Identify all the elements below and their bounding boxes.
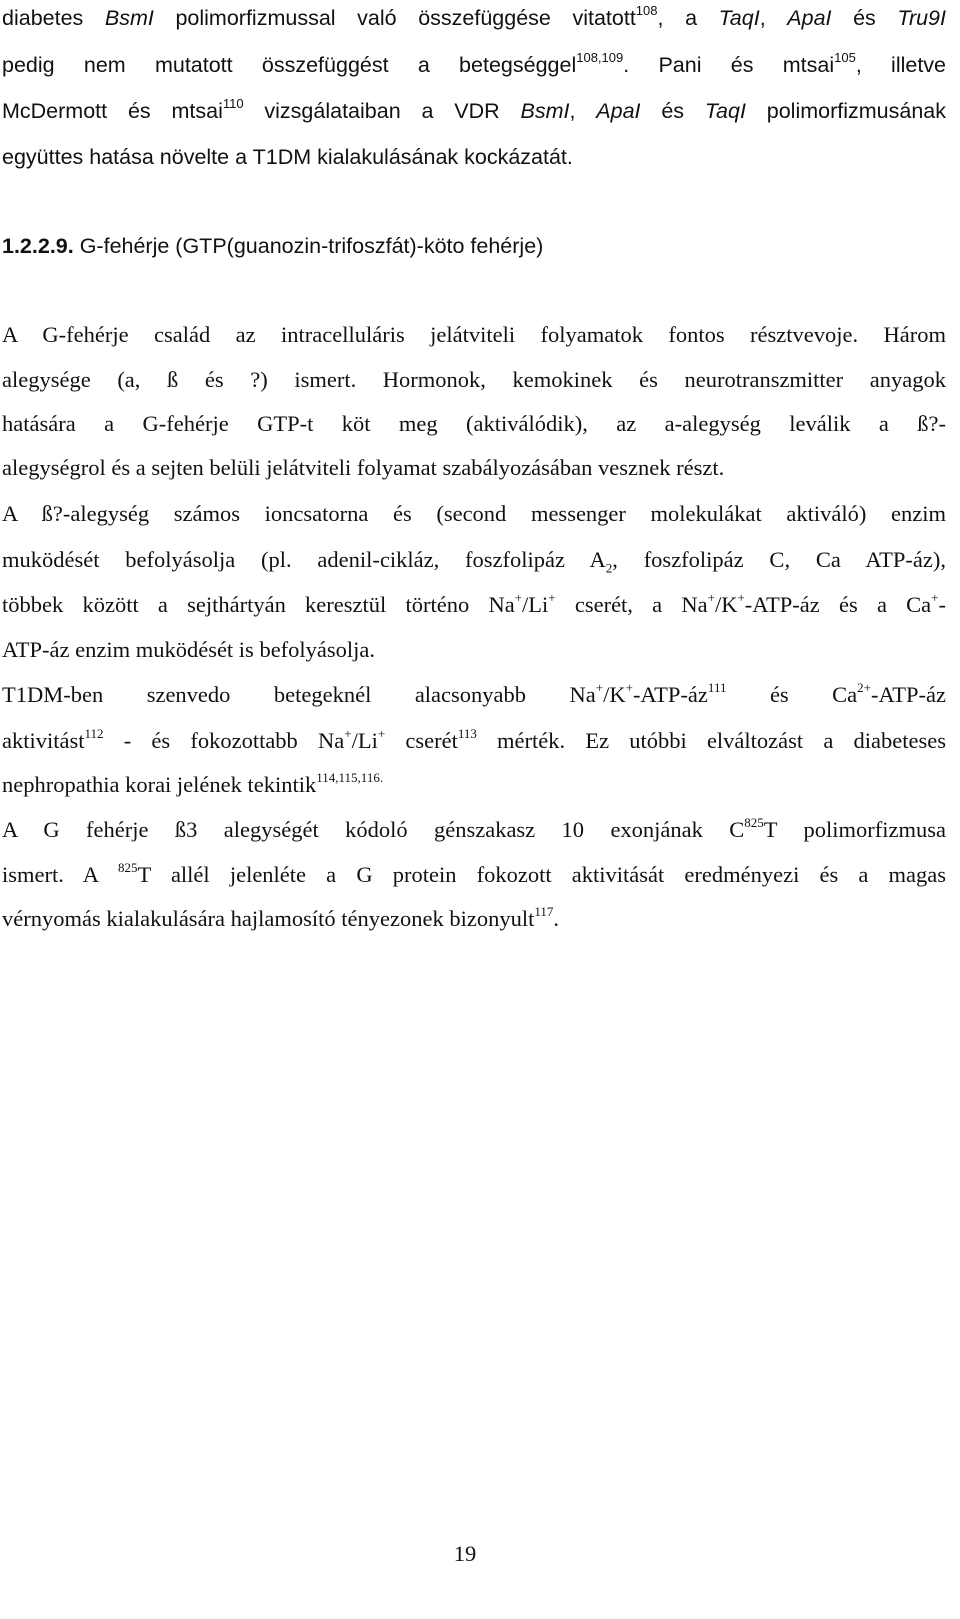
text: polimorfizmussal való összefüggése vitatott — [153, 6, 636, 30]
para1-line-1: A G-fehérje család az intracelluláris jelátviteli folyamatok fontos résztvevoje. Három — [2, 322, 946, 347]
section-number: 1.2.2.9. — [2, 234, 74, 258]
page-number: 19 — [453, 1541, 477, 1566]
text: McDermott és mtsai — [2, 99, 223, 123]
charge: + — [707, 589, 715, 605]
charge: + — [344, 725, 352, 741]
text: pedig nem mutatott összefüggést a betegséggel — [2, 53, 577, 77]
intro-line-4: együttes hatása növelte a T1DM kialakulásának kockázatát. — [2, 145, 573, 169]
para2-line-3 — [2, 590, 946, 620]
para2-line-1: A ß?-alegység számos ioncsatorna és (second messenger molekulákat aktiváló) enzim — [2, 501, 946, 526]
text: vérnyomás kialakulására hajlamosító tényezonek bizonyult — [2, 906, 535, 931]
gene-term: BsmI — [520, 99, 570, 123]
citation: 108,109 — [576, 49, 624, 65]
text: polimorfizmusának — [745, 99, 946, 123]
text: muködését befolyásolja (pl. adenil-cikláz, foszfolipáz A — [2, 547, 606, 572]
text: /Li — [351, 728, 378, 753]
text: aktivitást — [2, 728, 85, 753]
citation: 110 — [222, 95, 244, 111]
charge: + — [595, 679, 604, 695]
para3-line-1 — [2, 680, 946, 710]
text: . — [553, 906, 559, 931]
para1-line-4: alegységrol és a sejten belüli jelátviteli folyamat szabályozásában vesznek részt. — [2, 455, 725, 480]
charge: + — [548, 589, 556, 605]
gene-term: TaqI — [718, 6, 760, 30]
text: többek között a sejthártyán keresztül történo Na — [2, 592, 515, 617]
text: T1DM-ben szenvedo betegeknél alacsonyabb Na — [2, 682, 596, 707]
para1-line-3: hatására a G-fehérje GTP-t köt meg (aktiválódik), az a-alegység leválik a ß?- — [2, 411, 946, 436]
text: , a — [657, 6, 719, 30]
para4-line-3 — [2, 904, 946, 934]
gene-term: BsmI — [104, 6, 154, 30]
gene-term: TaqI — [704, 99, 746, 123]
para1-line-2: alegysége (a, ß és ?) ismert. Hormonok, kemokinek és neurotranszmitter anyagok — [2, 367, 946, 392]
para2-line-2 — [2, 545, 946, 575]
text: , — [759, 6, 788, 30]
charge: + — [737, 589, 745, 605]
gene-term: ApaI — [787, 6, 832, 30]
text: és — [831, 6, 898, 30]
charge: + — [377, 725, 386, 741]
citation: 111 — [707, 679, 727, 695]
charge: + — [625, 679, 633, 695]
gene-term: ApaI — [596, 99, 641, 123]
para4-line-2 — [2, 860, 946, 890]
intro-line-3 — [2, 96, 946, 126]
text: T allél jelenléte a G protein fokozott aktivitását eredményezi és a magas — [137, 862, 946, 887]
text: -ATP-áz és a Ca — [744, 592, 932, 617]
citation: 108 — [635, 2, 658, 18]
charge: + — [931, 589, 939, 605]
text: , foszfolipáz C, Ca ATP-áz), — [612, 547, 946, 572]
text: nephropathia korai jelének tekintik — [2, 772, 317, 797]
text: , illetve — [855, 53, 947, 77]
text: cserét — [385, 728, 458, 753]
text: és Ca — [726, 682, 858, 707]
text: /K — [714, 592, 738, 617]
citation: 113 — [457, 725, 477, 741]
text: , — [569, 99, 597, 123]
text: cserét, a Na — [555, 592, 708, 617]
section-heading — [2, 231, 543, 261]
text: -ATP-áz — [871, 682, 946, 707]
text: vizsgálataiban a VDR — [243, 99, 521, 123]
para3-line-3 — [2, 770, 946, 800]
text: és — [640, 99, 705, 123]
para4-line-1 — [2, 815, 946, 845]
citation: 117 — [534, 903, 554, 919]
section-title: G-fehérje (GTP(guanozin-trifoszfát)-köto fehérje) — [73, 234, 544, 258]
text: /K — [603, 682, 626, 707]
subscript: 2 — [605, 560, 613, 576]
gene-term: Tru9I — [897, 6, 946, 30]
position-superscript: 825 — [744, 814, 764, 830]
charge: + — [514, 589, 523, 605]
text: - és fokozottabb Na — [103, 728, 345, 753]
text: mérték. Ez utóbbi elváltozást a diabeteses — [476, 728, 946, 753]
position-superscript: 825 — [117, 859, 138, 875]
intro-line-1 — [2, 3, 946, 33]
text: - — [938, 592, 946, 617]
text: T polimorfizmusa — [763, 817, 946, 842]
para3-line-2 — [2, 726, 946, 756]
text: diabetes — [2, 6, 105, 30]
text: /Li — [522, 592, 549, 617]
text: . Pani és mtsai — [623, 53, 835, 77]
citation: 114,115,116. — [316, 769, 384, 785]
charge: 2+ — [857, 679, 872, 695]
citation: 105 — [834, 49, 856, 65]
text: ismert. A — [2, 862, 118, 887]
intro-line-2 — [2, 50, 946, 80]
citation: 112 — [84, 725, 104, 741]
text: A G fehérje ß3 alegységét kódoló génszakasz 10 exonjának C — [2, 817, 745, 842]
text: -ATP-áz — [632, 682, 708, 707]
para2-line-4: ATP-áz enzim muködését is befolyásolja. — [2, 637, 376, 662]
